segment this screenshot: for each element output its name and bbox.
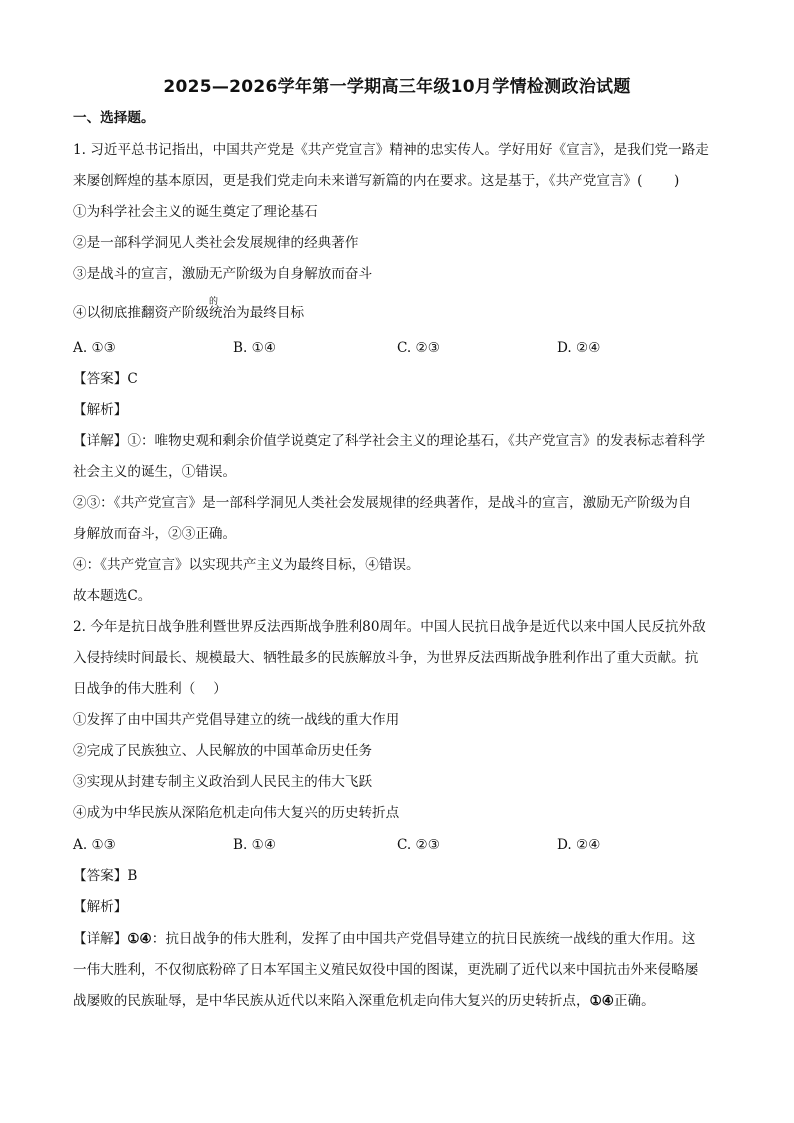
q1-item-1: ①为科学社会主义的诞生奠定了理论基石 [73, 204, 318, 220]
page-title: 2025—2026学年第一学期高三年级10月学情检测政治试题 [163, 77, 631, 97]
q2-answer-value: B [127, 868, 138, 884]
q2-detail-text-1: ：抗日战争的伟大胜利，发挥了由中国共产党倡导建立的抗日民族统一战线的重大作用。这 [151, 931, 696, 947]
q1-detail-tag: 【详解】 [73, 433, 128, 449]
q1-detail-line-5: ④：《共产党宣言》以实现共产主义为最终目标，④错误。 [73, 557, 420, 573]
q1-item-4-part2: 统治为最终目标 [208, 305, 305, 321]
q1-answer [73, 370, 723, 388]
q1-detail-line-2: 社会主义的诞生，①错误。 [73, 464, 237, 480]
q2-item-3: ③实现从封建专制主义政治到人民民主的伟大飞跃 [73, 774, 373, 790]
q2-answer [73, 867, 723, 885]
q1-option-b: B. ①④ [233, 340, 277, 356]
q2-option-a: A. ①③ [73, 837, 116, 853]
section-heading: 一、选择题。 [73, 110, 155, 126]
q1-detail-line-3: ②③：《共产党宣言》是一部科学洞见人类社会发展规律的经典著作，是战斗的宣言，激励无产阶级为自 [73, 495, 692, 511]
q2-detail-text-3b: 正确。 [613, 993, 655, 1009]
q2-detail-line-2: 一伟大胜利，不仅彻底粉碎了日本军国主义殖民奴役中国的图谋，更洗刷了近代以来中国抗击外来侵略屡 [73, 962, 699, 978]
q2-stem-line-2: 入侵持续时间最长、规模最大、牺牲最多的民族解放斗争，为世界反法西斯战争胜利作出了重大贡献。抗 [73, 650, 699, 666]
q1-detail-text-1: ①：唯物史观和剩余价值学说奠定了科学社会主义的理论基石，《共产党宣言》的发表标志着科学 [127, 433, 706, 449]
q1-detail-line-1 [73, 432, 723, 450]
q1-item-2: ②是一部科学洞见人类社会发展规律的经典著作 [73, 235, 359, 251]
q1-item-4 [73, 297, 723, 322]
q2-item-4: ④成为中华民族从深陷危机走向伟大复兴的历史转折点 [73, 805, 400, 821]
q1-stem-line-2: 来屡创辉煌的基本原因，更是我们党走向未来谱写新篇的内在要求。这是基于，《共产党宣言》( ) [73, 173, 680, 189]
q2-analysis-tag: 【解析】 [73, 899, 128, 915]
q1-option-a: A. ①③ [73, 340, 116, 356]
q2-detail-tag: 【详解】 [73, 931, 128, 947]
q2-detail-line-3 [73, 992, 723, 1010]
q1-answer-value: C [127, 371, 138, 387]
q1-option-d: D. ②④ [557, 340, 601, 356]
q2-answer-tag: 【答案】 [73, 868, 128, 884]
q1-item-4-sup: 的 [208, 297, 218, 307]
q1-analysis-tag: 【解析】 [73, 402, 128, 418]
q2-option-d: D. ②④ [557, 837, 601, 853]
q2-stem-line-3: 日战争的伟大胜利（ ） [73, 681, 227, 697]
q1-answer-tag: 【答案】 [73, 371, 128, 387]
q2-detail-line-1 [73, 930, 723, 948]
q2-detail-bold: ①④ [127, 931, 152, 947]
q2-option-c: C. ②③ [397, 837, 440, 853]
q2-detail-text-3a: 战屡败的民族耻辱，是中华民族从近代以来陷入深重危机走向伟大复兴的历史转折点， [73, 993, 590, 1009]
q2-option-b: B. ①④ [233, 837, 277, 853]
q2-detail-bold-2: ①④ [589, 993, 614, 1009]
q1-detail-line-4: 身解放而奋斗，②③正确。 [73, 526, 237, 542]
q2-item-2: ②完成了民族独立、人民解放的中国革命历史任务 [73, 743, 373, 759]
q1-conclusion: 故本题选C。 [73, 588, 152, 604]
q2-stem-line-1: 2. 今年是抗日战争胜利暨世界反法西斯战争胜利80周年。中国人民抗日战争是近代以来中国人民反抗外敌 [73, 619, 706, 635]
q1-stem-line-1: 1. 习近平总书记指出，中国共产党是《共产党宣言》精神的忠实传人。学好用好《宣言》，是我们党一路走 [73, 142, 709, 158]
q1-item-4-part1: ④以彻底推翻资产阶级 [73, 305, 209, 321]
q1-option-c: C. ②③ [397, 340, 440, 356]
q2-item-1: ①发挥了由中国共产党倡导建立的统一战线的重大作用 [73, 712, 400, 728]
q1-item-3: ③是战斗的宣言，激励无产阶级为自身解放而奋斗 [73, 266, 373, 282]
